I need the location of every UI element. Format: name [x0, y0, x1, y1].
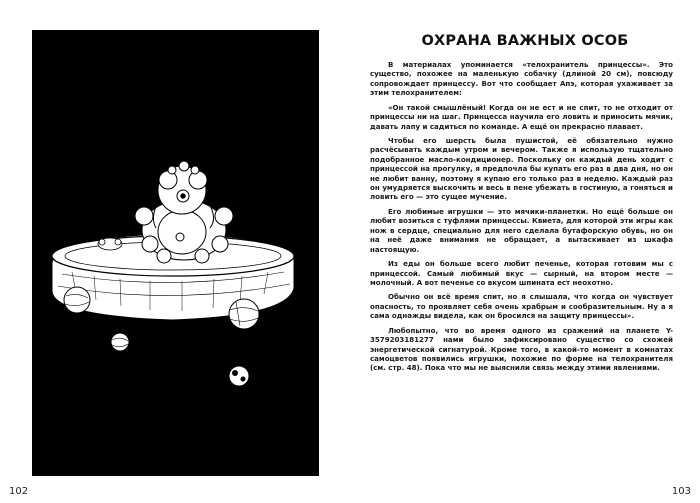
paragraph-grooming: Чтобы его шерсть была пушистой, её обязательно нужно расчёсывать каждым утром и вечером. Также я использую тщательно подобранное масло-кондиционер. Поскольку он каждый день ходит с принцессой на прогулку, я предпочла бы купать его раз в два дня, но он не любит ванну, поэтому я купаю его только раз в неделю. Каждый раз он умудряется выскочить и весь в пене убежать в гостиную, а гоняться и ловить его — это сущее мучение. [370, 136, 673, 202]
article-body [370, 60, 673, 378]
paragraph-bravery: Обычно он всё время спит, но я слышала, что когда он чувствует опасность, то проявляет себя очень храбрым и сообразительным. Ну а я сама однажды видела, как он бросился на защиту принцессы». [370, 292, 673, 321]
planet-ball-small-center [111, 333, 129, 351]
page-number-right: 103 [671, 486, 691, 497]
dog-on-platform-illustration [32, 30, 319, 476]
paragraph-toys: Его любимые игрушки — это мячики-планетки. Но ещё больше он любит возиться с туфлями принцессы. Квиета, для которой эти игры как нож в сердце, специально для него сделала бутафорскую обувь, но он на неё даже внимания не обращает, а вытаскивает из шкафа настоящую. [370, 206, 673, 254]
paragraph-intro: В материалах упоминается «телохранитель принцессы». Это существо, похожее на маленькую собачку (длиной 20 см), повсюду сопровождает принцессу. Вот что сообщает Апэ, которая ухаживает за этим телохранителем: [370, 60, 673, 98]
illustration-panel [32, 30, 319, 476]
article-title: ОХРАНА ВАЖНЫХ ОСОБ [421, 33, 629, 49]
paragraph-food: Из еды он больше всего любит печенье, которая готовим мы с принцессой. Самый любимый вкус — сырный, на втором месте — молочный. А вот печенье со вкусом шпината ест неохотно. [370, 259, 673, 287]
planet-ball-right [229, 299, 259, 329]
toy-on-platform [98, 238, 122, 250]
page-number-left: 102 [9, 486, 29, 497]
planet-ball-lower-right [229, 366, 249, 386]
planet-ball-large-left [64, 287, 90, 313]
paragraph-quote-start: «Он такой смышлёный! Когда он не ест и не спит, то не отходит от принцессы ни на шаг. Принцесса научила его ловить и приносить мячик, давать лапу и садиться по команде. А ещё он прекрасно плавает. [370, 102, 673, 131]
paragraph-conclusion: Любопытно, что во время одного из сражений на планете Y-3579203181277 нами было зафиксировано существо со схожей энергетической сигнатурой. Кроме того, в какой-то момент в комнатах самоцветов появились игрушки, похожие по форме на телохранителя (см. стр. 48). Пока что мы не выяснили связь между этими явлениями. [370, 325, 673, 373]
